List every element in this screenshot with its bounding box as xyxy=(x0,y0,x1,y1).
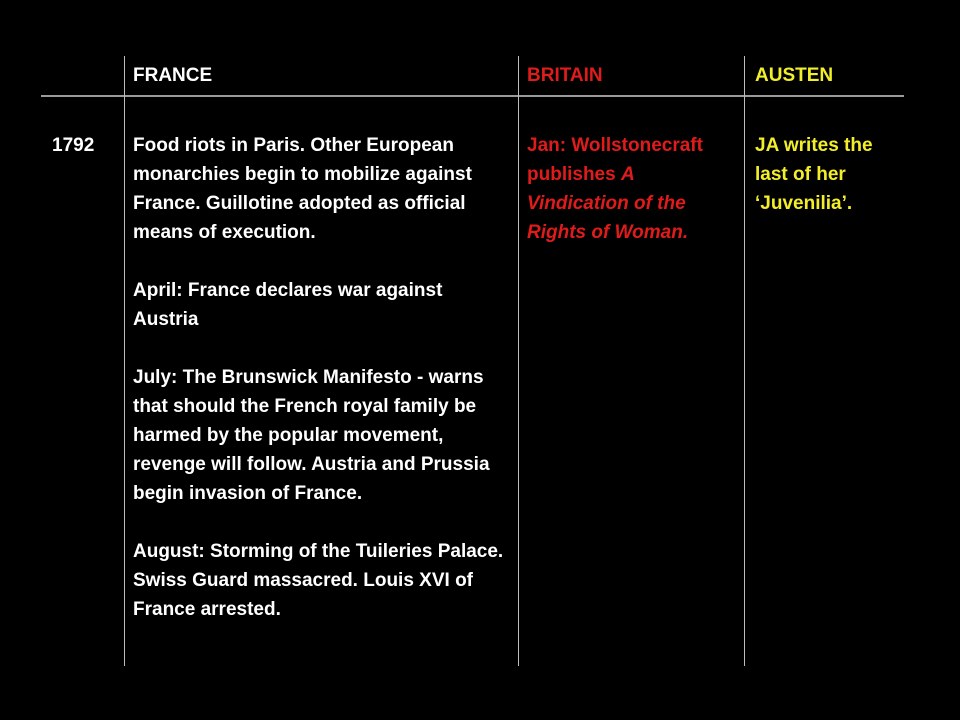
header-britain: BRITAIN xyxy=(527,65,603,86)
header-france: FRANCE xyxy=(133,65,213,86)
column-divider-1 xyxy=(124,56,125,666)
france-entry-april: April: France declares war against Austria xyxy=(133,280,443,330)
britain-entry-book-title: A Vindication of the Rights of Woman. xyxy=(527,164,689,243)
france-entry-august: August: Storming of the Tuileries Palace. Swiss Guard massacred. Louis XVI of France arrested. xyxy=(133,541,504,620)
column-divider-2 xyxy=(518,56,519,666)
france-entry-july: July: The Brunswick Manifesto - warns that should the French royal family be harmed by the popular movement, revenge will follow. Austria and Prussia begin invasion of France. xyxy=(133,367,490,504)
britain-cell xyxy=(527,131,737,247)
column-divider-3 xyxy=(744,56,745,666)
austen-cell: JA writes the last of her ‘Juvenilia’. xyxy=(755,135,873,214)
year-cell: 1792 xyxy=(52,135,95,156)
france-cell xyxy=(133,131,511,624)
header-divider xyxy=(41,95,904,97)
britain-entry-text: Jan: Wollstonecraft publishes xyxy=(527,135,703,185)
header-austen: AUSTEN xyxy=(755,65,834,86)
france-entry-general: Food riots in Paris. Other European monarchies begin to mobilize against France. Guillotine adopted as official means of execution. xyxy=(133,135,472,243)
